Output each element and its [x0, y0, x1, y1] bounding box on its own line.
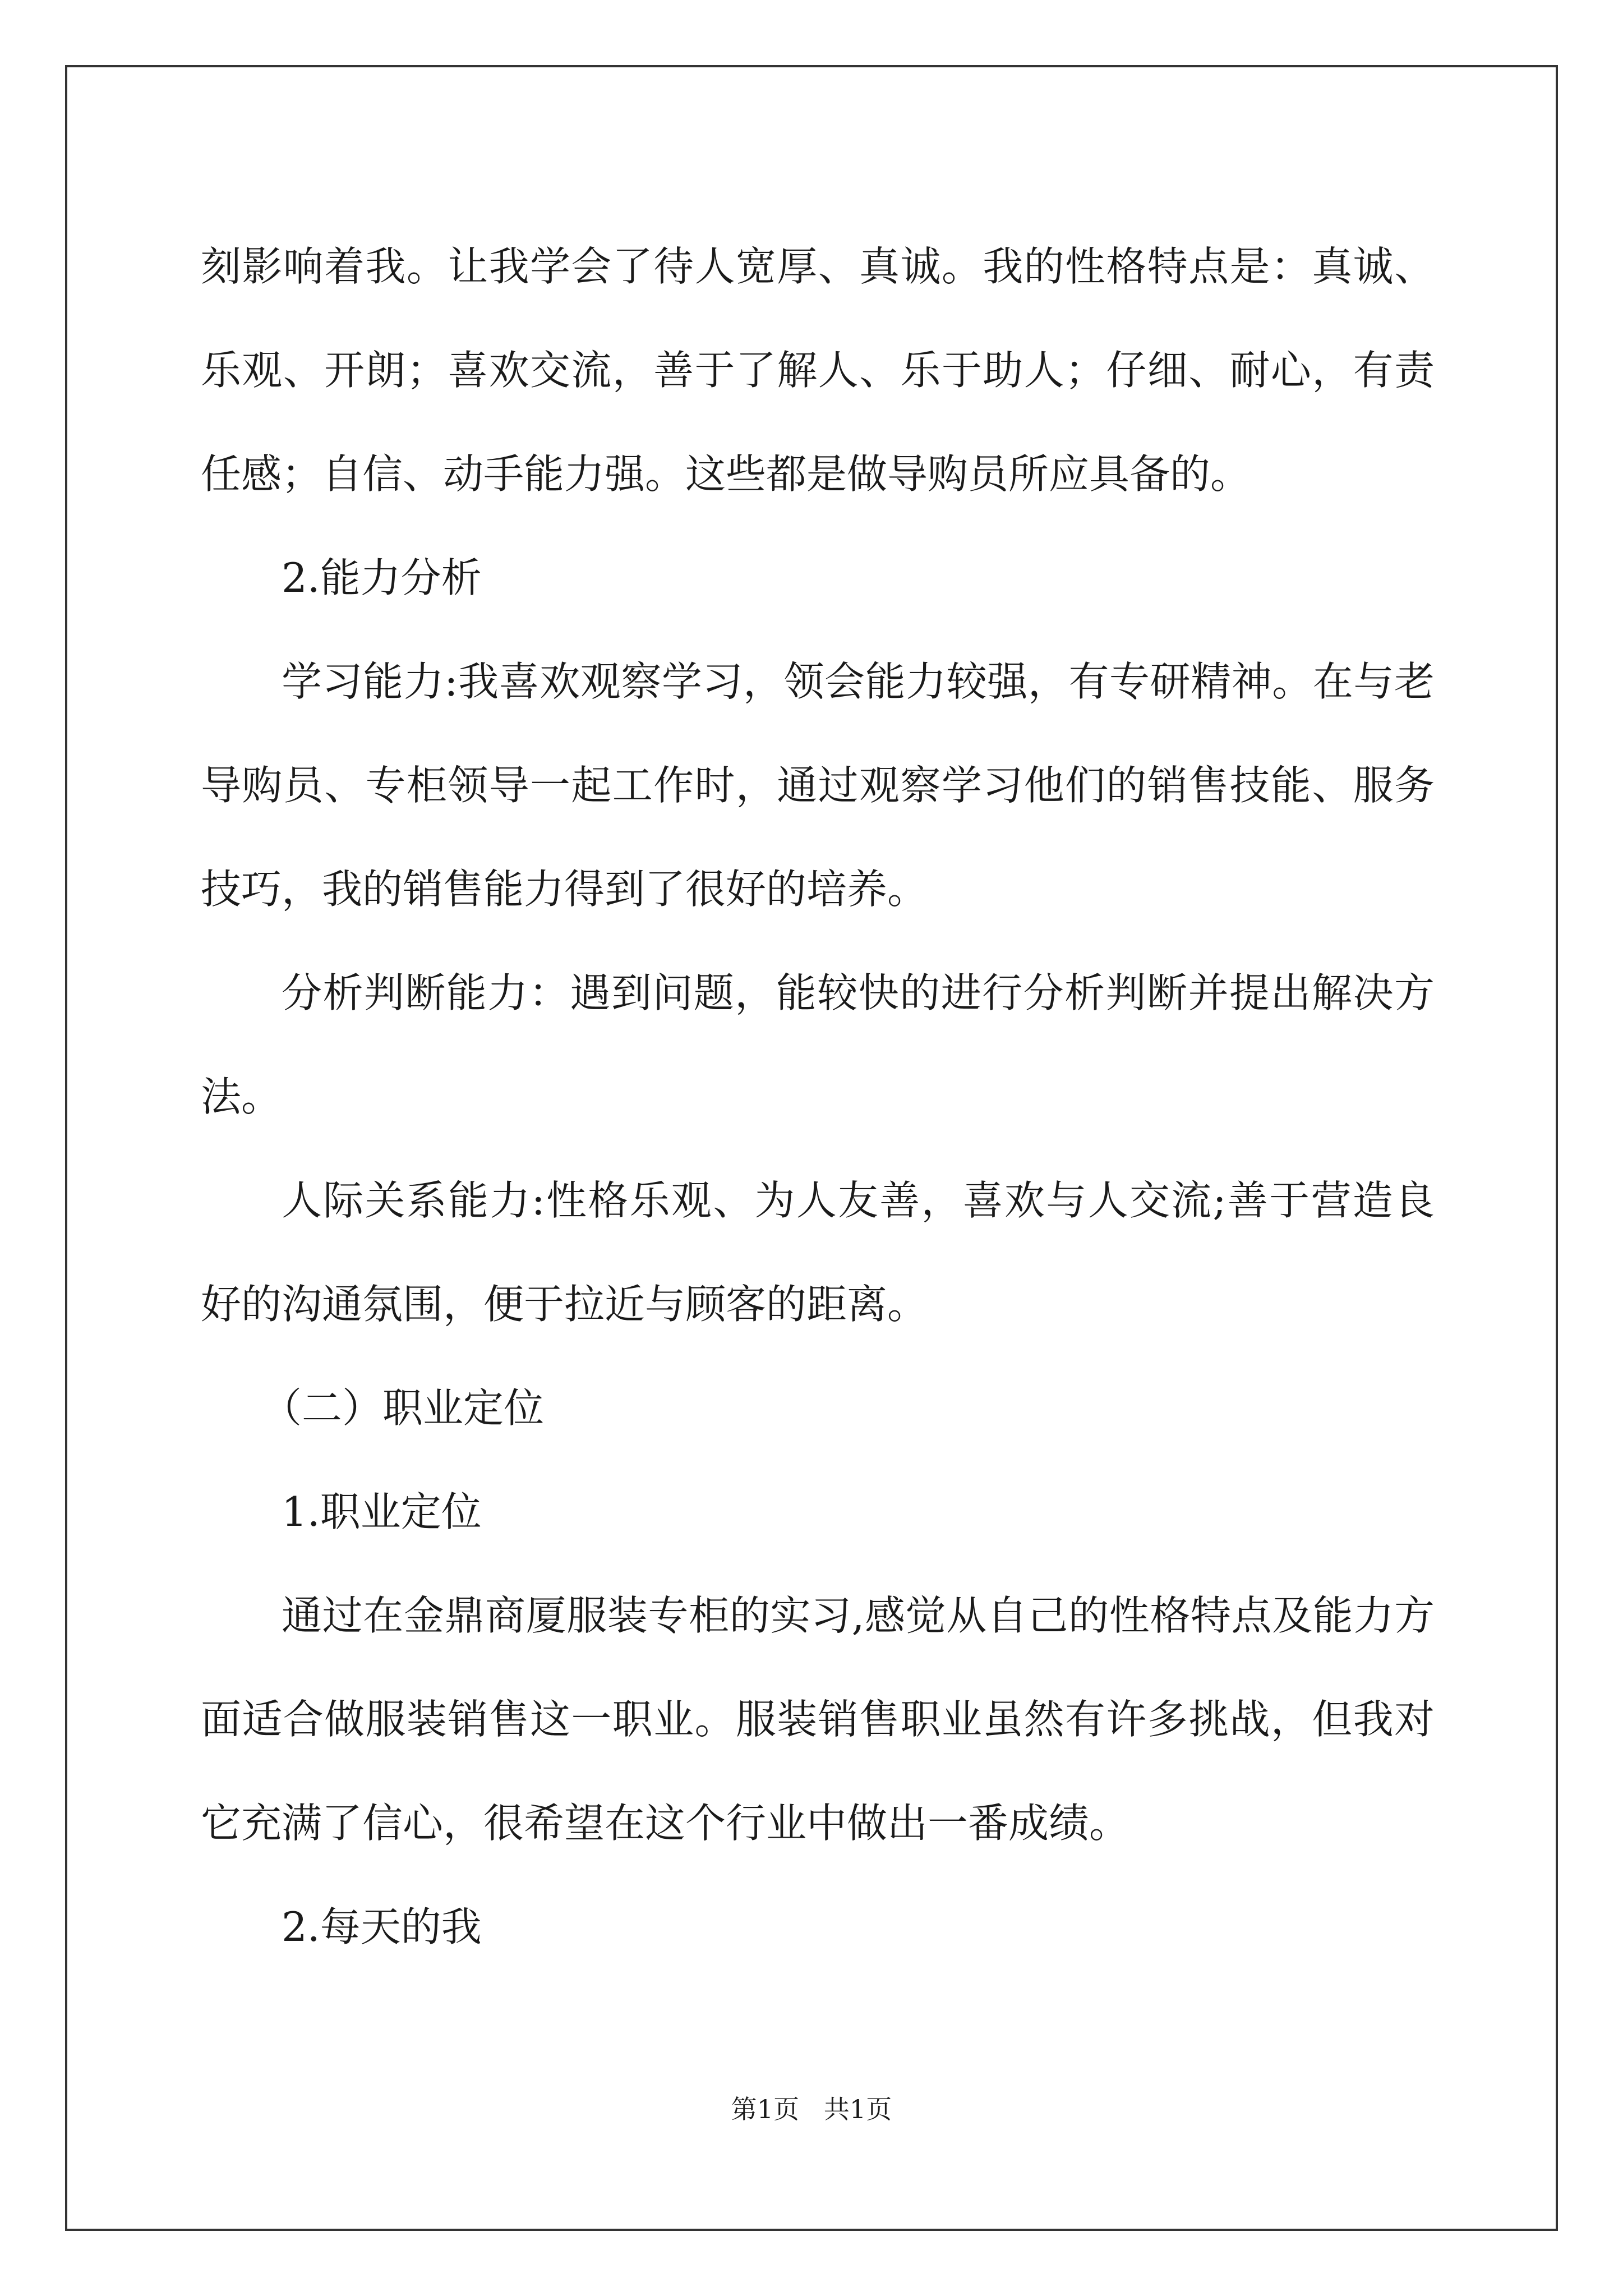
paragraph-interpersonal-ability: 人际关系能力:性格乐观、为人友善，喜欢与人交流;善于营造良好的沟通氛围，便于拉近与顾客的距离。 — [201, 1177, 1435, 1328]
document-body — [201, 215, 1435, 1979]
heading-career-positioning: 1.职业定位 — [282, 1488, 482, 1535]
heading-career-positioning-section: （二）职业定位 — [261, 1384, 545, 1432]
paragraph-career-positioning: 通过在金鼎商厦服装专柜的实习,感觉从自己的性格特点及能力方面适合做服装销售这一职业。服装销售职业虽然有许多挑战，但我对它充满了信心，很希望在这个行业中做出一番成绩。 — [201, 1592, 1435, 1847]
paragraph-analysis-ability: 分析判断能力：遇到问题，能较快的进行分析判断并提出解决方法。 — [201, 969, 1435, 1120]
paragraph-learning-ability: 学习能力:我喜欢观察学习，领会能力较强，有专研精神。在与老导购员、专柜领导一起工作时，通过观察学习他们的销售技能、服务技巧，我的销售能力得到了很好的培养。 — [201, 658, 1435, 913]
heading-daily-me: 2.每天的我 — [282, 1903, 482, 1950]
paragraph-personality: 刻影响着我。让我学会了待人宽厚、真诚。我的性格特点是：真诚、乐观、开朗；喜欢交流，善于了解人、乐于助人；仔细、耐心，有责任感；自信、动手能力强。这些都是做导购员所应具备的。 — [201, 243, 1435, 498]
heading-ability-analysis: 2.能力分析 — [282, 554, 482, 601]
page-footer: 第1页 共1页 — [731, 2094, 892, 2124]
